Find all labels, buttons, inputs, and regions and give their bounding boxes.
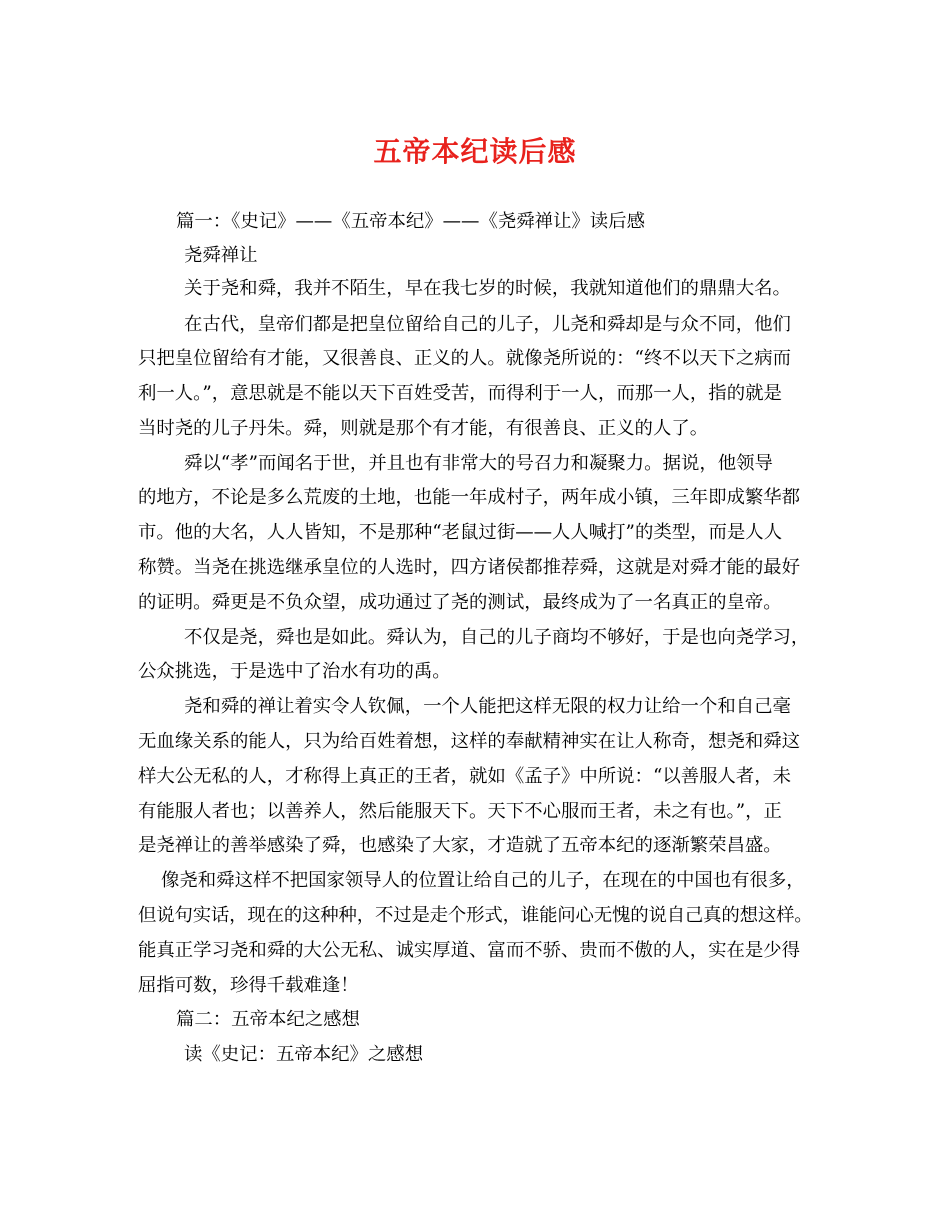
text-line: 是尧禅让的善举感染了舜，也感染了大家，才造就了五帝本纪的逐渐繁荣昌盛。 bbox=[138, 835, 782, 856]
text-line: 篇一：《史记》——《五帝本纪》——《尧舜禅让》读后感 bbox=[176, 211, 645, 232]
text-line: 像尧和舜这样不把国家领导人的位置让给自己的儿子，在现在的中国也有很多， bbox=[161, 870, 805, 891]
text-line: 的证明。舜更是不负众望，成功通过了尧的测试，最终成为了一名真正的皇帝。 bbox=[138, 592, 782, 613]
text-line: 尧舜禅让 bbox=[184, 245, 258, 266]
text-line: 在古代，皇帝们都是把皇位留给自己的儿子，儿尧和舜却是与众不同，他们 bbox=[184, 314, 791, 335]
text-line: 称赞。当尧在挑选继承皇位的人选时，四方诸侯都推荐舜，这就是对舜才能的最好 bbox=[138, 557, 801, 578]
text-line: 利一人。”，意思就是不能以天下百姓受苦，而得利于一人，而那一人，指的就是 bbox=[138, 383, 782, 404]
text-line: 的地方，不论是多么荒废的土地，也能一年成村子，两年成小镇，三年即成繁华都 bbox=[138, 487, 801, 508]
text-line: 屈指可数，珍得千载难逢！ bbox=[138, 975, 359, 996]
text-line: 样大公无私的人，才称得上真正的王者，就如《孟子》中所说：“以善服人者，未 bbox=[138, 766, 792, 787]
text-line: 只把皇位留给有才能，又很善良、正义的人。就像尧所说的：“终不以天下之病而 bbox=[138, 348, 792, 369]
text-line: 能真正学习尧和舜的大公无私、诚实厚道、富而不骄、贵而不傲的人，实在是少得 bbox=[138, 940, 801, 961]
text-line: 市。他的大名，人人皆知，不是那种“老鼠过街——人人喊打”的类型，而是人人 bbox=[138, 522, 783, 543]
text-line: 读《史记：五帝本纪》之感想 bbox=[184, 1044, 424, 1065]
text-line: 但说句实话，现在的这种种，不过是走个形式，谁能问心无愧的说自己真的想这样。 bbox=[138, 905, 813, 926]
text-line: 舜以“孝”而闻名于世，并且也有非常大的号召力和凝聚力。据说，他领导 bbox=[184, 453, 773, 474]
document-title: 五帝本纪读后感 bbox=[373, 135, 577, 168]
text-line: 有能服人者也；以善养人，然后能服天下。天下不心服而王者，未之有也。”，正 bbox=[138, 801, 782, 822]
section-heading: 篇二：五帝本纪之感想 bbox=[176, 1009, 360, 1030]
text-line: 不仅是尧，舜也是如此。舜认为，自己的儿子商均不够好，于是也向尧学习， bbox=[184, 627, 810, 648]
text-line: 关于尧和舜，我并不陌生，早在我七岁的时候，我就知道他们的鼎鼎大名。 bbox=[184, 278, 791, 299]
text-line: 无血缘关系的能人，只为给百姓着想，这样的奉献精神实在让人称奇，想尧和舜这 bbox=[138, 731, 801, 752]
text-line: 当时尧的儿子丹朱。舜，则就是那个有才能，有很善良、正义的人了。 bbox=[138, 418, 709, 439]
text-line: 公众挑选，于是选中了治水有功的禹。 bbox=[138, 661, 451, 682]
text-line: 尧和舜的禅让着实令人钦佩，一个人能把这样无限的权力让给一个和自己毫 bbox=[184, 696, 791, 717]
